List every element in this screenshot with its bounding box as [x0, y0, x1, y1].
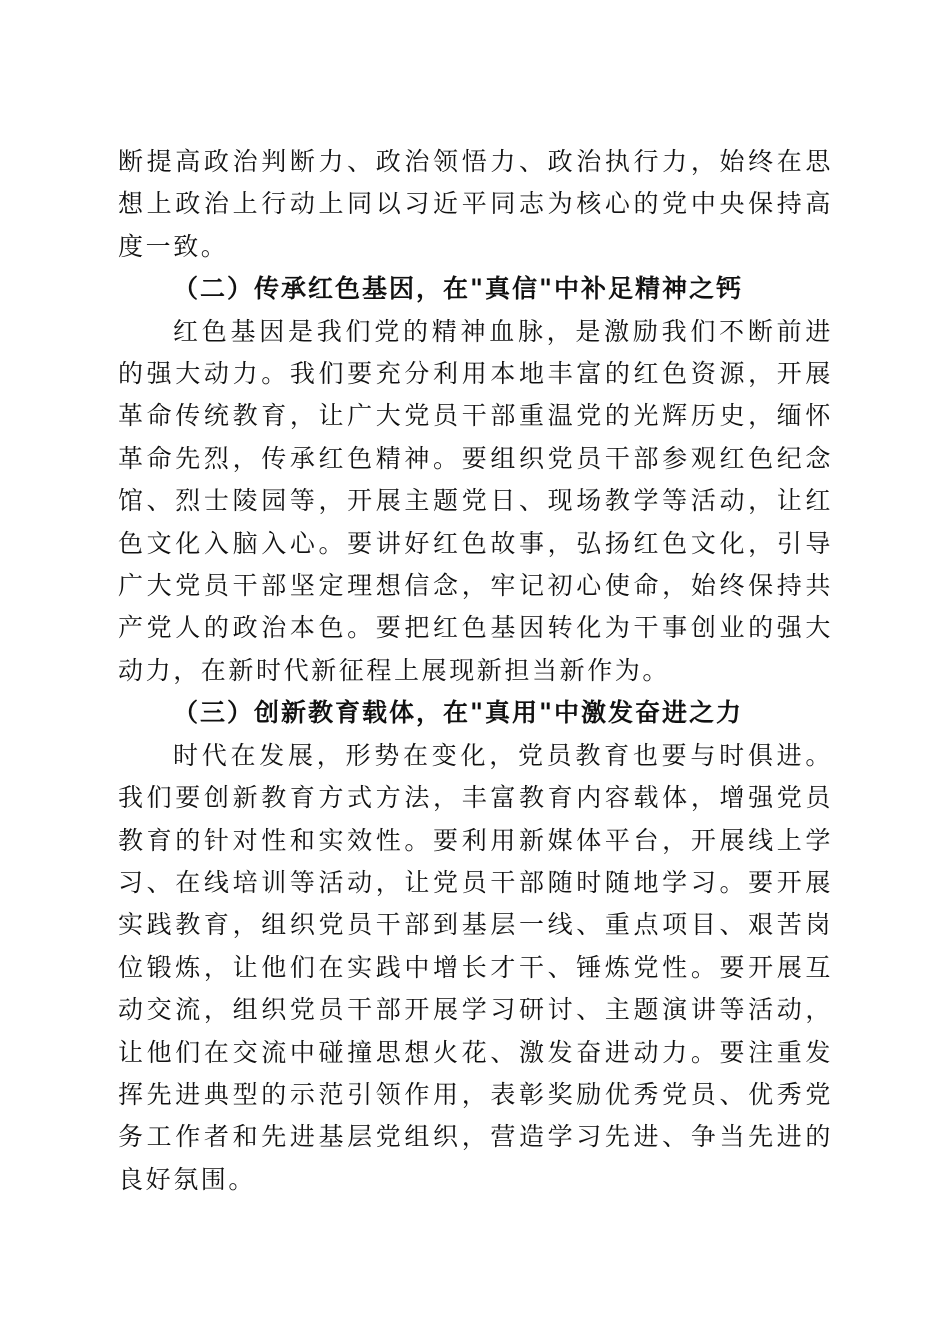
section-paragraph-2: 红色基因是我们党的精神血脉，是激励我们不断前进的强大动力。我们要充分利用本地丰富的红色资源，开展革命传统教育，让广大党员干部重温党的光辉历史，缅怀革命先烈，传承红色精神。要组织党员干部参观红色纪念馆、烈士陵园等，开展主题党日、现场教学等活动，让红色文化入脑入心。要讲好红色故事，弘扬红色文化，引导广大党员干部坚定理想信念，牢记初心使命，始终保持共产党人的政治本色。要把红色基因转化为干事创业的强大动力，在新时代新征程上展现新担当新作为。: [118, 316, 833, 685]
section-heading-2: （二）传承红色基因，在"真信"中补足精神之钙: [173, 274, 744, 304]
section-heading-3: （三）创新教育载体，在"真用"中激发奋进之力: [173, 698, 744, 728]
opening-paragraph: 断提高政治判断力、政治领悟力、政治执行力，始终在思想上政治上行动上同以习近平同志为核心的党中央保持高度一致。: [118, 147, 833, 261]
section-paragraph-3: 时代在发展，形势在变化，党员教育也要与时俱进。我们要创新教育方式方法，丰富教育内容载体，增强党员教育的针对性和实效性。要利用新媒体平台，开展线上学习、在线培训等活动，让党员干部随时随地学习。要开展实践教育，组织党员干部到基层一线、重点项目、艰苦岗位锻炼，让他们在实践中增长才干、锤炼党性。要开展互动交流，组织党员干部开展学习研讨、主题演讲等活动，让他们在交流中碰撞思想火花、激发奋进动力。要注重发挥先进典型的示范引领作用，表彰奖励优秀党员、优秀党务工作者和先进基层党组织，营造学习先进、争当先进的良好氛围。: [118, 740, 833, 1194]
document-body: [118, 141, 833, 1201]
